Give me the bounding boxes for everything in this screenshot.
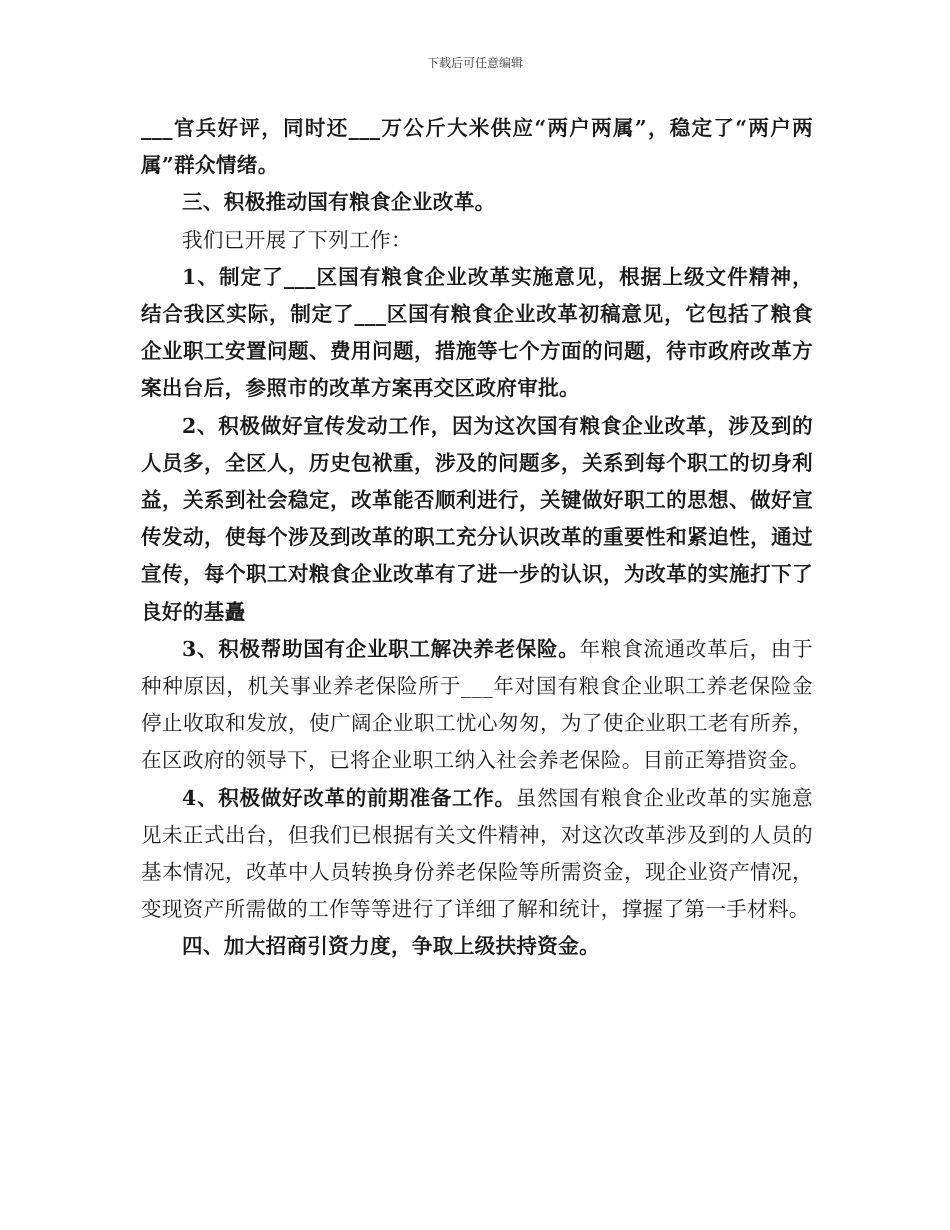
paragraph-continuation: ___官兵好评，同时还___万公斤大米供应“两户两属”，稳定了“两户两属”群众情绪。: [141, 116, 813, 178]
page-header: 下载后可任意编辑: [426, 56, 523, 70]
item-3-body: 年粮食流通改革后，由于种种原因，机关事业养老保险所于___年对国有粮食企业职工养老保险金停止收取和发放，使广阔企业职工忧心匆匆，为了使企业职工老有所养，在区政府的领导下，已将企业职工纳入社会养老保险。目前正筹措资金。: [141, 636, 813, 773]
paragraph-item-2: 2、积极做好宣传发动工作，因为这次国有粮食企业改革，涉及到的人员多，全区人，历史包袱重，涉及的问题多，关系到每个职工的切身利益，关系到社会稳定，改革能否顺利进行，关键做好职工的思想、做好宣传发动，使每个涉及到改革的职工充分认识改革的重要性和紧迫性，通过宣传，每个职工对粮食企业改革有了进一步的认识，为改革的实施打下了良好的基矗: [141, 413, 813, 624]
item-4-lead: 4、积极做好改革的前期准备工作。: [182, 785, 516, 810]
item-4-body: 虽然国有粮食企业改革的实施意见未正式出台，但我们已根据有关文件精神，对这次改革涉及到的人员的基本情况，改革中人员转换身份养老保险等所需资金，现企业资产情况，变现资产所需做的工作等等进行了详细了解和统计，撑握了第一手材料。: [141, 785, 813, 922]
item-3-lead: 3、积极帮助国有企业职工解决养老保险。: [182, 636, 580, 661]
paragraph-item-4: [141, 780, 813, 929]
section-heading-4: 四、加大招商引资力度，争取上级扶持资金。: [182, 934, 600, 959]
paragraph-item-1: 1、制定了___区国有粮食企业改革实施意见，根据上级文件精神，结合我区实际，制定了___区国有粮食企业改革初稿意见，它包括了粮食企业职工安置问题、费用问题，措施等七个方面的问题，待市政府改革方案出台后，参照市的改革方案再交区政府审批。: [141, 264, 813, 401]
paragraph-item-3: [141, 631, 813, 780]
paragraph-intro: 我们已开展了下列工作：: [182, 227, 412, 252]
section-heading-3: 三、积极推动国有粮食企业改革。: [182, 190, 496, 215]
document-body: [141, 110, 813, 966]
